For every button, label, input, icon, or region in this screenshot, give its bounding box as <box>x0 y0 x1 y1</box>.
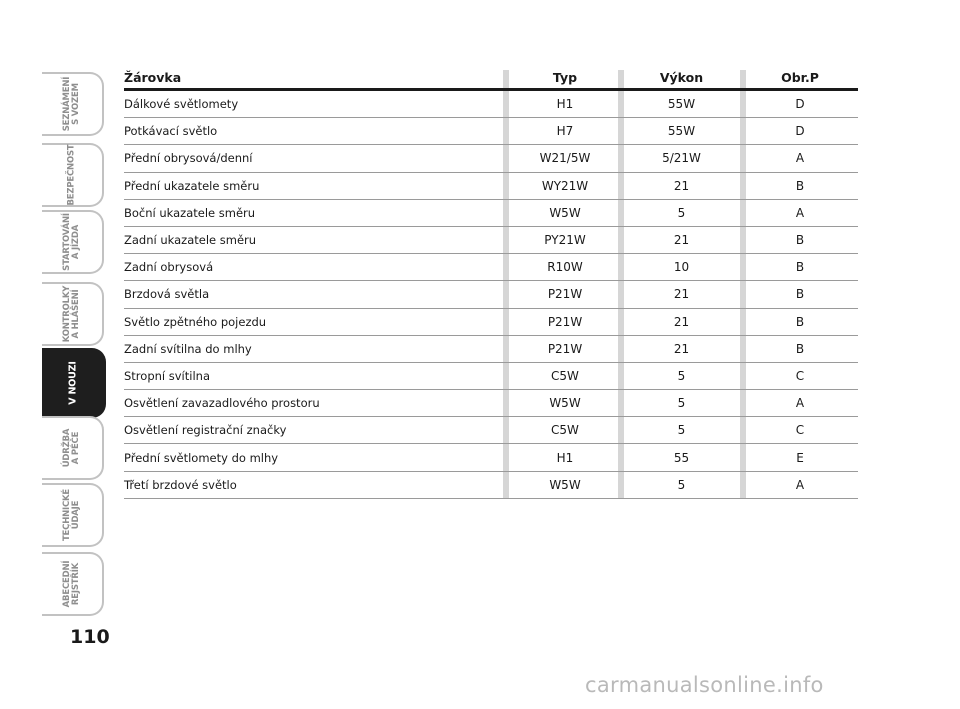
bulb-type-cell: C5W <box>509 417 621 444</box>
figure-ref-cell: B <box>742 172 858 199</box>
bulb-name-cell: Osvětlení zavazadlového prostoru <box>124 390 509 417</box>
table-body <box>124 90 858 499</box>
figure-ref-cell: B <box>742 226 858 253</box>
bulb-power-cell: 55 <box>621 444 742 471</box>
section-tab-label: BEZPEČNOST <box>66 144 77 206</box>
table-row <box>124 281 858 308</box>
bulb-name-cell: Přední ukazatele směru <box>124 172 509 199</box>
bulb-name-cell: Třetí brzdové světlo <box>124 471 509 498</box>
table-row <box>124 226 858 253</box>
bulb-power-cell: 21 <box>621 281 742 308</box>
bulb-name-cell: Potkávací světlo <box>124 118 509 145</box>
bulb-power-cell: 5 <box>621 390 742 417</box>
bulb-type-cell: WY21W <box>509 172 621 199</box>
bulb-power-cell: 5 <box>621 417 742 444</box>
section-tab[interactable] <box>42 210 104 274</box>
section-tab[interactable] <box>42 282 104 346</box>
bulb-power-cell: 5 <box>621 471 742 498</box>
table-row <box>124 90 858 118</box>
table-row <box>124 172 858 199</box>
bulb-name-cell: Brzdová světla <box>124 281 509 308</box>
bulb-power-cell: 5/21W <box>621 145 742 172</box>
bulb-type-cell: H1 <box>509 444 621 471</box>
bulb-name-cell: Boční ukazatele směru <box>124 199 509 226</box>
table-row <box>124 417 858 444</box>
figure-ref-cell: E <box>742 444 858 471</box>
section-tab-label: ABECEDNÍ REJSTŘÍK <box>62 560 81 608</box>
bulb-power-cell: 5 <box>621 199 742 226</box>
table-row <box>124 444 858 471</box>
figure-ref-cell: C <box>742 417 858 444</box>
figure-ref-cell: C <box>742 362 858 389</box>
figure-ref-cell: A <box>742 145 858 172</box>
bulb-table <box>124 66 858 499</box>
section-tab-label: KONTROLKY A HLÁŠENÍ <box>62 285 81 343</box>
figure-ref-cell: A <box>742 471 858 498</box>
section-tab-label: TECHNICKÉ ÚDAJE <box>62 488 81 542</box>
figure-ref-cell: B <box>742 308 858 335</box>
bulb-power-cell: 5 <box>621 362 742 389</box>
section-tab-label: STARTOVÁNÍ A JÍZDA <box>62 213 81 271</box>
bulb-name-cell: Stropní svítilna <box>124 362 509 389</box>
bulb-power-cell: 55W <box>621 90 742 118</box>
bulb-type-cell: H7 <box>509 118 621 145</box>
table-row <box>124 145 858 172</box>
bulb-type-cell: W5W <box>509 390 621 417</box>
figure-ref-cell: B <box>742 281 858 308</box>
bulb-type-cell: H1 <box>509 90 621 118</box>
header-figure: Obr.P <box>742 66 858 90</box>
bulb-type-cell: P21W <box>509 335 621 362</box>
bulb-type-cell: W5W <box>509 471 621 498</box>
section-tab-label: ÚDRŽBA A PÉČE <box>62 428 81 468</box>
bulb-name-cell: Přední světlomety do mlhy <box>124 444 509 471</box>
figure-ref-cell: A <box>742 199 858 226</box>
bulb-name-cell: Osvětlení registrační značky <box>124 417 509 444</box>
bulb-power-cell: 21 <box>621 335 742 362</box>
bulb-name-cell: Zadní svítilna do mlhy <box>124 335 509 362</box>
bulb-type-cell: W21/5W <box>509 145 621 172</box>
table-row <box>124 390 858 417</box>
page-number: 110 <box>70 626 110 648</box>
bulb-type-cell: C5W <box>509 362 621 389</box>
section-tab[interactable] <box>42 552 104 616</box>
bulb-name-cell: Přední obrysová/denní <box>124 145 509 172</box>
bulb-name-cell: Světlo zpětného pojezdu <box>124 308 509 335</box>
table-header-row <box>124 66 858 90</box>
header-bulb: Žárovka <box>124 66 509 90</box>
bulb-name-cell: Zadní ukazatele směru <box>124 226 509 253</box>
header-power: Výkon <box>621 66 742 90</box>
figure-ref-cell: B <box>742 335 858 362</box>
table-row <box>124 471 858 498</box>
bulb-power-cell: 21 <box>621 172 742 199</box>
header-type: Typ <box>509 66 621 90</box>
bulb-type-cell: W5W <box>509 199 621 226</box>
bulb-type-cell: P21W <box>509 281 621 308</box>
table-row <box>124 362 858 389</box>
bulb-power-cell: 55W <box>621 118 742 145</box>
table-row <box>124 308 858 335</box>
section-tab[interactable] <box>42 348 106 418</box>
section-tab-label: SEZNÁMENÍ S VOZEM <box>62 76 81 132</box>
figure-ref-cell: D <box>742 118 858 145</box>
figure-ref-cell: A <box>742 390 858 417</box>
section-tab[interactable] <box>42 143 104 207</box>
table-row <box>124 254 858 281</box>
watermark: carmanualsonline.info <box>585 673 824 697</box>
section-tab[interactable] <box>42 416 104 480</box>
bulb-type-cell: PY21W <box>509 226 621 253</box>
bulb-name-cell: Dálkové světlomety <box>124 90 509 118</box>
table-row <box>124 335 858 362</box>
bulb-name-cell: Zadní obrysová <box>124 254 509 281</box>
figure-ref-cell: B <box>742 254 858 281</box>
section-tab[interactable] <box>42 72 104 136</box>
table-row <box>124 118 858 145</box>
figure-ref-cell: D <box>742 90 858 118</box>
bulb-power-cell: 10 <box>621 254 742 281</box>
section-tab[interactable] <box>42 483 104 547</box>
bulb-type-cell: R10W <box>509 254 621 281</box>
section-tab-label: V NOUZI <box>67 361 79 405</box>
bulb-power-cell: 21 <box>621 226 742 253</box>
bulb-power-cell: 21 <box>621 308 742 335</box>
table-row <box>124 199 858 226</box>
bulb-type-cell: P21W <box>509 308 621 335</box>
